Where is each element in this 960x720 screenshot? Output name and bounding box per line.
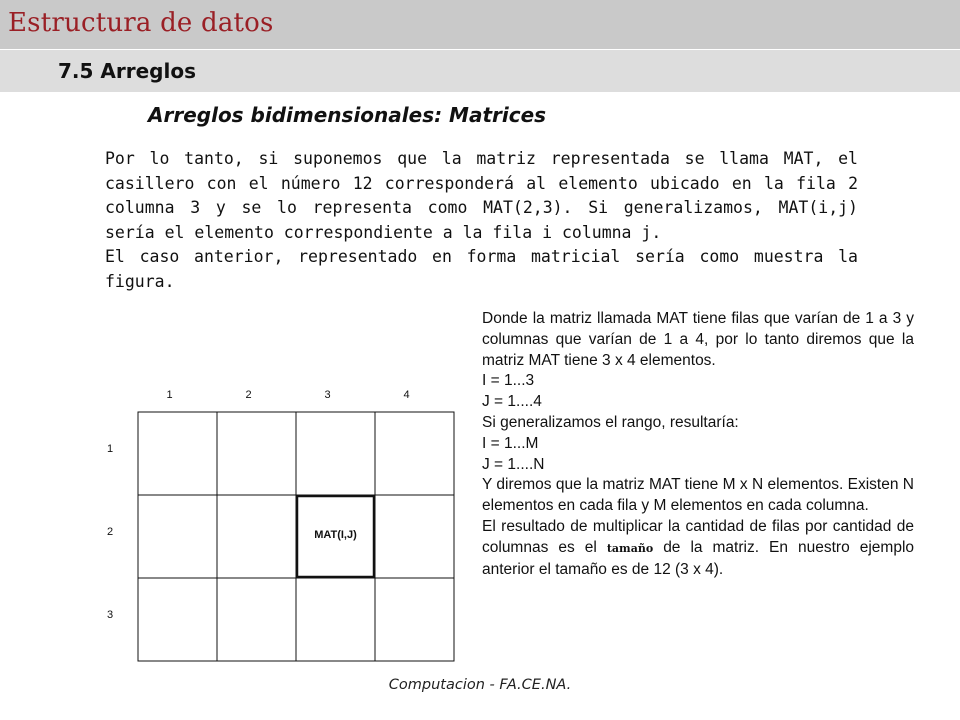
slide-subtitle: 7.5 Arreglos <box>58 59 196 83</box>
footer-text: Computacion - FA.CE.NA. <box>388 677 572 693</box>
slide-title: Estructura de datos <box>8 8 274 38</box>
column-label-1: 1 <box>166 389 173 401</box>
matrix-cell-3-1 <box>138 578 217 661</box>
explanation-paragraph-3 <box>482 517 914 580</box>
highlighted-cell-label: MAT(I,J) <box>314 529 357 541</box>
explanation-p3-bold: tamaño <box>606 541 654 555</box>
matrix-cell-1-2 <box>217 412 296 495</box>
row-label-2: 2 <box>107 526 114 538</box>
explanation-text <box>482 309 914 580</box>
explanation-line-1: I = 1...3 <box>482 372 535 390</box>
intro-paragraph-2: El caso anterior, representado en forma matricial sería como muestra la figura. <box>105 247 858 291</box>
matrix-cell-2-4 <box>375 495 454 578</box>
matrix-cell-2-1 <box>138 495 217 578</box>
matrix-cell-3-3 <box>296 578 375 661</box>
column-label-3: 3 <box>324 389 331 401</box>
explanation-line-3: Si generalizamos el rango, resultaría: <box>482 413 739 431</box>
column-label-4: 4 <box>403 389 410 401</box>
matrix-cell-2-2 <box>217 495 296 578</box>
column-label-2: 2 <box>245 389 252 401</box>
explanation-line-2: J = 1....4 <box>482 393 542 411</box>
explanation-line-5: J = 1....N <box>482 455 545 473</box>
explanation-paragraph-1: Donde la matriz llamada MAT tiene filas que varían de 1 a 3 y columnas que varían de 1 a 4, por lo tanto diremos que la matriz MAT tiene 3 x 4 elementos. <box>482 310 914 369</box>
explanation-p3-after: de la matriz. En nuestro ejemplo anterior el tamaño es de 12 (3 x 4). <box>482 538 915 578</box>
row-label-1: 1 <box>107 443 114 455</box>
matrix-cell-1-1 <box>138 412 217 495</box>
matrix-cell-1-4 <box>375 412 454 495</box>
matrix-cell-3-2 <box>217 578 296 661</box>
row-label-3: 3 <box>107 609 114 621</box>
explanation-paragraph-2: Y diremos que la matriz MAT tiene M x N elementos. Existen N elementos en cada fila y M elementos en cada columna. <box>482 476 914 515</box>
explanation-p3-before: El resultado de multiplicar la cantidad de filas por cantidad de columnas es el <box>482 517 914 556</box>
matrix-grid <box>138 412 454 661</box>
intro-paragraph-1: Por lo tanto, si suponemos que la matriz representada se llama MAT, el casillero con el número 12 corresponderá al elemento ubicado en la fila 2 columna 3 y se lo representa como MAT(2,3). Si generalizamos, MAT(i,j) sería el elemento correspondiente a la fila i columna j. <box>105 149 858 242</box>
section-heading: Arreglos bidimensionales: Matrices <box>148 103 547 127</box>
matrix-cell-1-3 <box>296 412 375 495</box>
matrix-cell-3-4 <box>375 578 454 661</box>
explanation-line-4: I = 1...M <box>482 434 539 452</box>
